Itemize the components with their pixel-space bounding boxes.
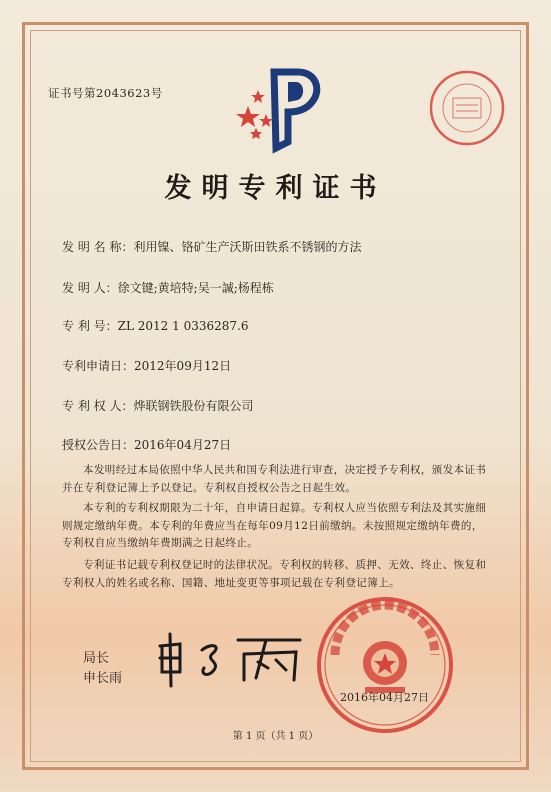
certificate-number: 证书号第2043623号 bbox=[48, 86, 163, 100]
inventors-label: 发 明 人： bbox=[62, 281, 118, 295]
director-name: 申长雨 bbox=[83, 671, 123, 686]
document-title: 发明专利证书 bbox=[164, 173, 387, 204]
filing-date-row bbox=[62, 357, 231, 374]
body-paragraph-3: 专利证书记载专利权登记时的法律状况。专利权的转移、质押、无效、终止、恢复和专利权人的姓名或名称、国籍、地址变更等事项记载在专利登记簿上。 bbox=[62, 559, 487, 589]
inventors-value: 徐文键;黄培特;吴一諴;杨程栋 bbox=[117, 281, 274, 295]
patentee-value: 烨联钢铁股份有限公司 bbox=[133, 399, 254, 413]
patentee-row bbox=[62, 397, 253, 414]
grant-date-value: 2016年04月27日 bbox=[134, 438, 232, 452]
filing-date-label: 专利申请日： bbox=[62, 359, 135, 373]
patent-office-emblem-icon bbox=[236, 62, 326, 157]
invention-name-label: 发 明 名 称： bbox=[62, 240, 134, 254]
invention-name-row bbox=[62, 238, 361, 255]
inventors-row bbox=[62, 279, 274, 296]
patent-number-row bbox=[62, 317, 248, 334]
patent-number-value: ZL 2012 1 0336287.6 bbox=[117, 319, 249, 333]
seal-date: 2016年04月27日 bbox=[340, 691, 429, 704]
director-signature bbox=[150, 628, 310, 690]
grant-date-label: 授权公告日： bbox=[62, 438, 135, 452]
tax-stamp-icon bbox=[427, 68, 507, 148]
page-number: 第 1 页（共 1 页） bbox=[232, 731, 319, 742]
filing-date-value: 2012年09月12日 bbox=[134, 359, 232, 373]
director-title: 局长 bbox=[83, 651, 110, 666]
official-seal bbox=[315, 595, 455, 735]
body-paragraph-2: 本专利的专利权期限为二十年，自申请日起算。专利权人应当依照专利法及其实施细则规定缴纳年费。本专利的年费应当在每年09月12日前缴纳。未按照规定缴纳年费的，专利权自应当缴纳年费期满之日起终止。 bbox=[62, 502, 487, 549]
invention-name-value: 利用镍、铬矿生产沃斯田铁系不锈钢的方法 bbox=[133, 240, 362, 254]
grant-date-row bbox=[62, 436, 231, 453]
body-paragraph-1: 本发明经过本局依照中华人民共和国专利法进行审查，决定授予专利权，颁发本证书并在专利登记簿上予以登记。专利权自授权公告之日起生效。 bbox=[62, 464, 487, 494]
patentee-label: 专 利 权 人： bbox=[62, 399, 134, 413]
patent-number-label: 专 利 号： bbox=[62, 319, 118, 333]
